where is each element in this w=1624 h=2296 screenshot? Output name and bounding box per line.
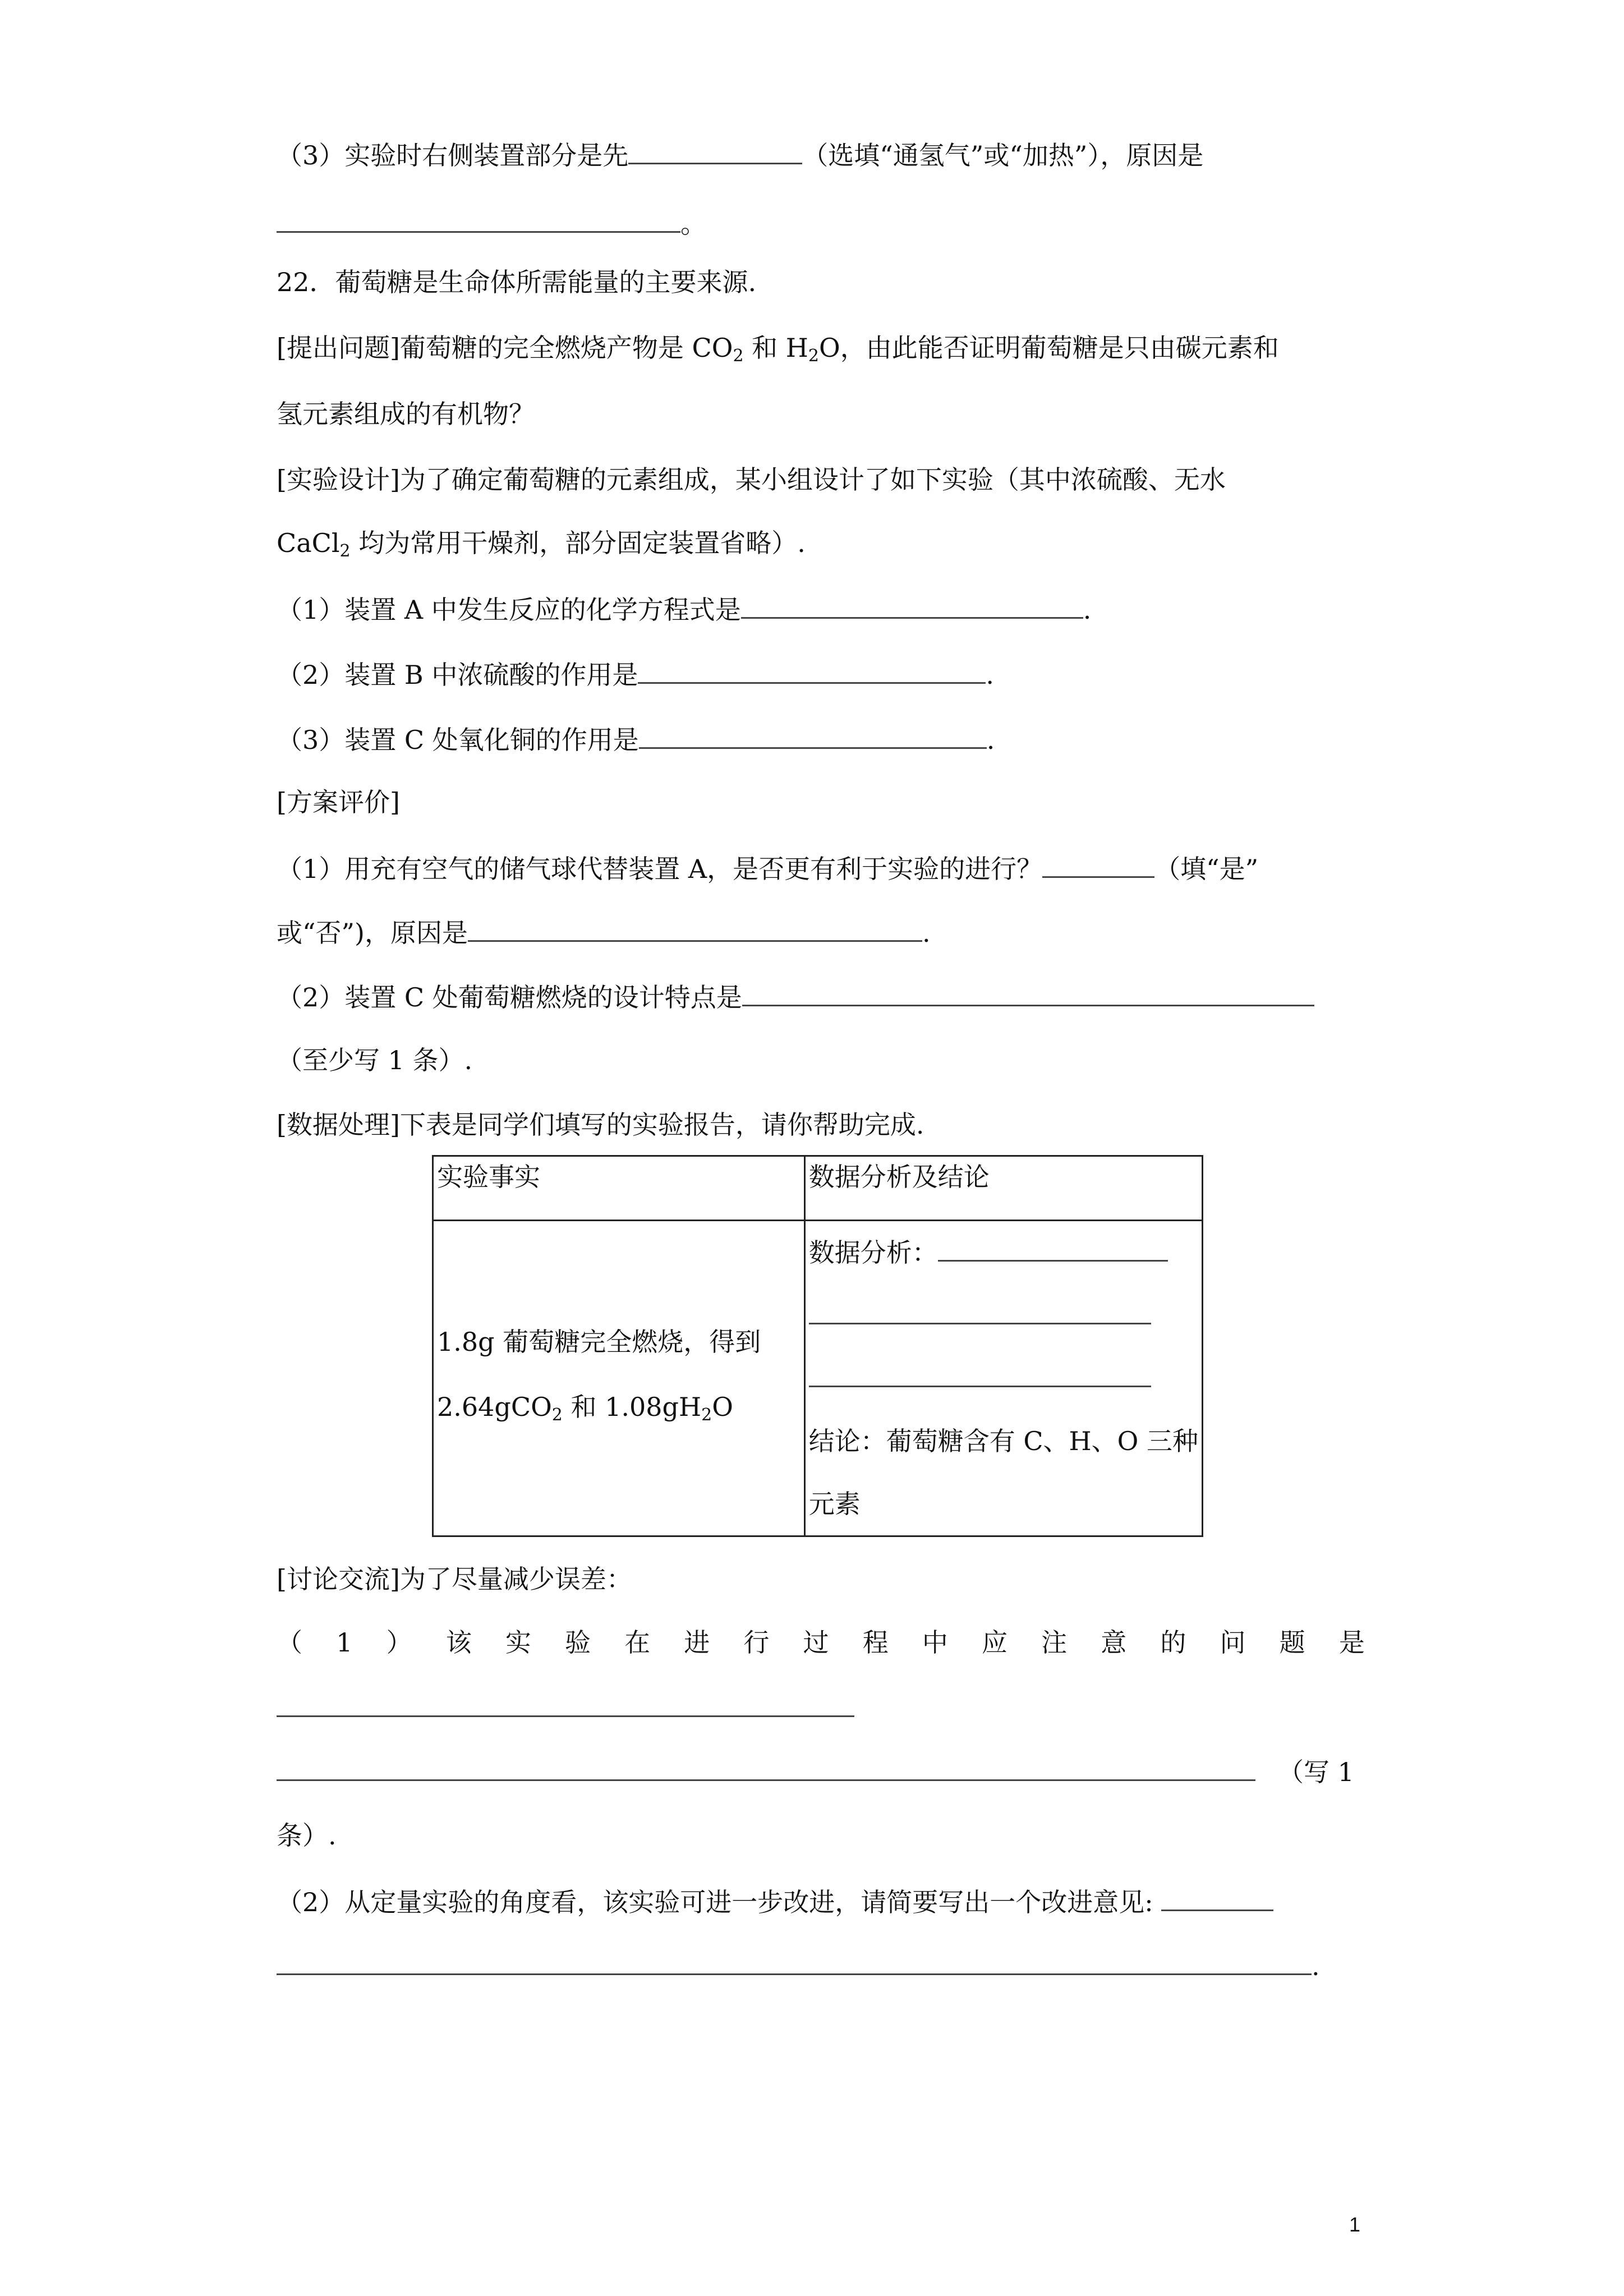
answer-blank[interactable]	[809, 1297, 1151, 1324]
data-title: [数据处理]下表是同学们填写的实验报告，请你帮助完成.	[277, 1110, 924, 1140]
answer-blank[interactable]	[277, 205, 680, 233]
design-line: [实验设计]为了确定葡萄糖的元素组成，某小组设计了如下实验（其中浓硫酸、无水	[277, 464, 1226, 495]
table-row	[433, 1221, 1203, 1536]
design-line-2: CaCl$_2$ 均为常用干燥剂，部分固定装置省略）.	[277, 528, 806, 561]
answer-blank[interactable]	[277, 1948, 1312, 1975]
answer-blank[interactable]	[809, 1360, 1151, 1387]
answer-blank[interactable]	[1042, 850, 1154, 878]
answer-blank[interactable]	[277, 1690, 854, 1717]
answer-blank[interactable]	[277, 1754, 1255, 1781]
design-q2: （2）装置 B 中浓硫酸的作用是 .	[277, 656, 994, 692]
answer-blank[interactable]	[468, 914, 922, 942]
analysis-cell: 数据分析： 结论：葡萄糖含有 C、H、O 三种 元素	[804, 1221, 1202, 1536]
discuss-q1: （ 1 ） 该 实 验 在 进 行 过 程 中 应 注 意 的 问 题 是	[277, 1627, 1365, 1658]
discuss-q1-blank	[277, 1690, 854, 1725]
problem-line-2: 氢元素组成的有机物？	[277, 399, 535, 429]
eval-q2-end: （至少写 1 条）.	[277, 1045, 473, 1075]
eval-q1-reason: 或“否”)，原因是 .	[277, 914, 931, 950]
answer-blank[interactable]	[1161, 1884, 1273, 1911]
discuss-q1-line2: （写 1	[277, 1754, 1354, 1789]
eval-q2: （2）装置 C 处葡萄糖燃烧的设计特点是	[277, 979, 1314, 1014]
discuss-q2: （2）从定量实验的角度看，该实验可进一步改进，请简要写出一个改进意见:	[277, 1884, 1273, 1919]
design-q3: （3）装置 C 处氧化铜的作用是 .	[277, 721, 995, 757]
eval-title: [方案评价]	[277, 787, 400, 817]
header-analysis: 数据分析及结论	[804, 1156, 1202, 1221]
fact-line-2: 2.64gCO$_2$ 和 $1.08gH_2O$	[437, 1391, 733, 1425]
discuss-q1-end: 条）.	[277, 1820, 337, 1851]
discuss-q2-line2: .	[277, 1948, 1320, 1983]
problem-line: [提出问题]葡萄糖的完全燃烧产物是 $CO_2$ 和 $H_2O$，由此能否证明葡萄糖是只由碳元素和	[277, 333, 1279, 366]
question-title: 22．葡萄糖是生命体所需能量的主要来源.	[277, 267, 757, 297]
answer-blank[interactable]	[938, 1234, 1168, 1262]
answer-blank[interactable]	[628, 137, 802, 164]
answer-blank[interactable]	[638, 656, 986, 684]
header-fact: 实验事实	[433, 1156, 805, 1221]
table-header-row	[433, 1156, 1203, 1221]
fact-cell: 1.8g 葡萄糖完全燃烧，得到 2.64gCO$_2$ 和 $1.08gH_2O$	[433, 1221, 805, 1536]
report-table	[432, 1155, 1203, 1537]
answer-blank[interactable]	[741, 591, 1083, 619]
design-q1: （1）装置 A 中发生反应的化学方程式是 .	[277, 591, 1091, 627]
answer-blank[interactable]	[742, 979, 1314, 1006]
eval-q1: （1）用充有空气的储气球代替装置 A，是否更有利于实验的进行？ （填“是”	[277, 850, 1258, 886]
discuss-title: [讨论交流]为了尽量减少误差：	[277, 1564, 632, 1594]
answer-blank[interactable]	[639, 721, 987, 749]
q3-reason-line: 。	[277, 205, 706, 241]
q3-line: （3）实验时右侧装置部分是先 （选填“通氢气”或“加热”），原因是	[277, 137, 1203, 172]
page-number: 1	[1349, 2213, 1360, 2236]
